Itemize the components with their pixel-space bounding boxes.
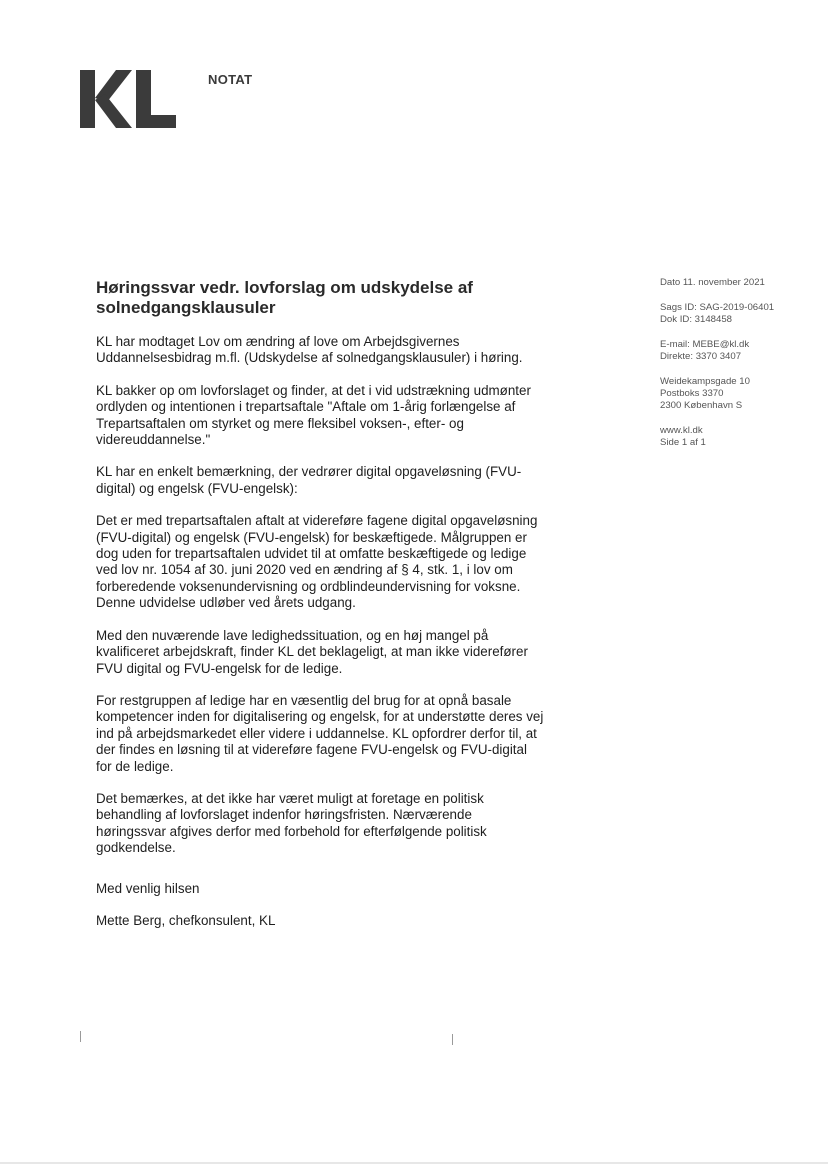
scan-mark (452, 1034, 453, 1045)
kl-logo (80, 70, 176, 128)
greeting: Med venlig hilsen (96, 880, 200, 896)
scan-mark (80, 1031, 81, 1042)
document-type-label: NOTAT (208, 72, 253, 87)
body-paragraph: KL har en enkelt bemærkning, der vedrører digital opgaveløsning (FVU-digital) og engelsk (FVU-engelsk): (96, 464, 522, 496)
doc-id-text: Dok ID: 3148458 (660, 314, 732, 325)
body-paragraph: Det bemærkes, at det ikke har været muligt at foretage en politisk behandling af lovforslaget indenfor høringsfristen. Nærværende høringssvar afgives derfor med forbehold for efterfølgende politisk godkendelse. (96, 790, 487, 856)
body-paragraph: For restgruppen af ledige har en væsentlig del brug for at opnå basale kompetencer inden for digitalisering og engelsk, for at understøtte deres vej ind på arbejdsmarkedet eller videre i uddannelse. KL opfordrer derfor til, at der findes en løsning til at videreføre fagene FVU-engelsk og FVU-digital for de ledige. (96, 692, 544, 774)
letter-body (96, 334, 544, 945)
address-box: Postboks 3370 (660, 388, 724, 399)
signature: Mette Berg, chefkonsulent, KL (96, 912, 276, 928)
web-group (660, 425, 810, 449)
body-paragraph: Med den nuværende lave ledighedssituation, og en høj mangel på kvalificeret arbejdskraft, finder KL det beklageligt, at man ikke viderefører FVU digital og FVU-engelsk for de ledige. (96, 627, 528, 676)
website-text: www.kl.dk (660, 425, 703, 436)
date-group (660, 277, 810, 289)
address-group (660, 376, 810, 412)
meta-sidebar (660, 277, 810, 462)
address-city: 2300 København S (660, 400, 743, 411)
email-text: E-mail: MEBE@kl.dk (660, 339, 750, 350)
ids-group (660, 302, 810, 326)
page-number-text: Side 1 af 1 (660, 437, 706, 448)
body-paragraph: KL har modtaget Lov om ændring af love om Arbejdsgivernes Uddannelsesbidrag m.fl. (Udskydelse af solnedgangsklausuler) i høring. (96, 334, 523, 366)
body-paragraph: KL bakker op om lovforslaget og finder, at det i vid udstrækning udmønter ordlyden og intentionen i trepartsaftale "Aftale om 1-årig forlængelse af Trepartsaftalen om styrket og mere fleksibel voksen-, efter- og videreuddannelse." (96, 382, 531, 448)
document-title: Høringssvar vedr. lovforslag om udskydelse af solnedgangsklausuler (96, 278, 473, 317)
date-text: Dato 11. november 2021 (660, 277, 765, 288)
address-street: Weidekampsgade 10 (660, 376, 750, 387)
body-paragraph: Det er med trepartsaftalen aftalt at videreføre fagene digital opgaveløsning (FVU-digital) og engelsk (FVU-engelsk) for beskæftigede. Målgruppen er dog uden for trepartsaftalen udvidet til at omfatte beskæftigede og ledige ved lov nr. 1054 af 30. juni 2020 ved en ændring af § 4, stk. 1, i lov om forberedende voksenundervisning og ordblindeundervisning for voksne. Denne udvidelse udløber ved årets udgang. (96, 513, 538, 611)
case-id-text: Sags ID: SAG-2019-06401 (660, 302, 775, 313)
direct-phone-text: Direkte: 3370 3407 (660, 351, 742, 362)
page-edge-line (0, 1162, 828, 1164)
contact-group (660, 339, 810, 363)
